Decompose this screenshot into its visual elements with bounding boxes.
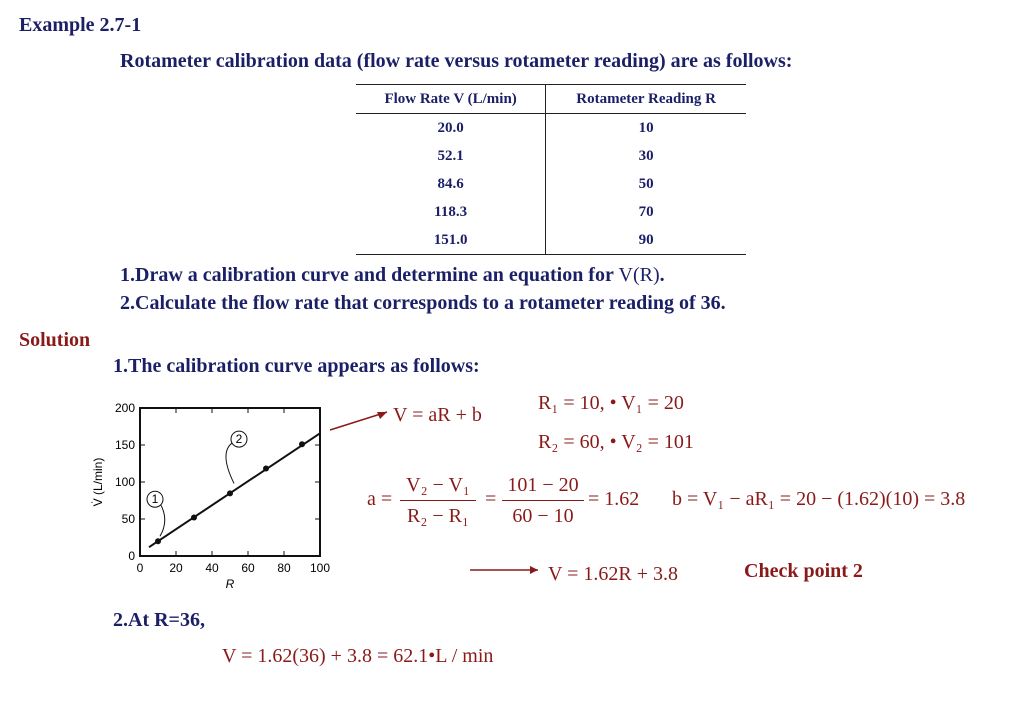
final-equation: V = 1.62R + 3.8 [548, 563, 678, 585]
cell-reading: 50 [638, 175, 654, 192]
data-point [263, 465, 269, 471]
cell-flow: 118.3 [356, 198, 546, 226]
slope-values-fraction-bar [502, 500, 584, 501]
col-header-reading: Rotameter Reading R [546, 85, 746, 114]
slope-lhs: a = [367, 488, 393, 510]
table-row [356, 198, 746, 226]
table-row [356, 170, 746, 198]
cell-flow: 52.1 [356, 142, 546, 170]
cell-reading: 30 [638, 147, 654, 164]
annotation-pointer [226, 443, 234, 483]
cell-flow: 151.0 [356, 226, 546, 255]
table-row [356, 142, 746, 170]
solution-step-1: 1.The calibration curve appears as follows: [113, 355, 480, 377]
table-header-row [356, 85, 746, 114]
cell-reading: 70 [638, 203, 654, 220]
annotation-label: 1 [151, 492, 159, 507]
cell-flow: 20.0 [356, 114, 546, 143]
y-tick-label: 50 [121, 512, 135, 526]
slope-numerator-values: 101 − 20 [507, 474, 579, 496]
fit-line [149, 433, 320, 547]
solution-heading: Solution [19, 329, 91, 351]
slope-equals: = [485, 488, 497, 510]
slope-result: = 1.62 [588, 488, 640, 510]
calibration-chart [85, 395, 335, 605]
problem-intro: Rotameter calibration data (flow rate versus rotameter reading) are as follows: [120, 50, 793, 72]
plot-border [140, 408, 320, 556]
x-tick-label: 20 [169, 561, 183, 575]
slope-denominator: R₂ − R₁ [407, 505, 469, 527]
arrow-to-final [468, 563, 548, 577]
slope-denominator-values: 60 − 10 [512, 505, 574, 527]
x-axis-label: R [225, 577, 235, 591]
point-1-equation: R₁ = 10, • V₁ = 20 [538, 392, 684, 414]
cell-reading: 90 [546, 226, 746, 255]
task-2: 2.Calculate the flow rate that corresponds to a rotameter reading of 36. [120, 292, 726, 314]
task-1-period: . [659, 264, 665, 286]
x-tick-label: 80 [277, 561, 291, 575]
data-point [191, 514, 197, 520]
cell-reading: 10 [638, 119, 654, 136]
model-equation: V = aR + b [393, 404, 482, 426]
x-tick-label: 0 [136, 561, 144, 575]
x-tick-label: 40 [205, 561, 219, 575]
chart-frame [140, 408, 320, 556]
solution-step-2: 2.At R=36, [113, 609, 205, 631]
y-axis-label: V̇ (L/min) [91, 457, 105, 507]
chart-annotations [147, 431, 247, 536]
arrow-to-model [325, 398, 395, 438]
table-row [356, 114, 746, 143]
task-1-equation: V(R) [618, 264, 660, 286]
intercept-equation: b = V₁ − aR₁ = 20 − (1.62)(10) = 3.8 [672, 488, 966, 510]
y-tick-label: 100 [114, 475, 135, 489]
chart-ticks [115, 401, 330, 575]
col-header-flow: Flow Rate V (L/min) [356, 85, 546, 114]
example-title: Example 2.7-1 [19, 14, 142, 36]
cell-flow: 84.6 [356, 170, 546, 198]
point-2-equation: R₂ = 60, • V₂ = 101 [538, 431, 694, 453]
step-2-equation: V = 1.62(36) + 3.8 = 62.1•L / min [222, 645, 494, 667]
table-row [356, 226, 746, 255]
task-1 [120, 264, 665, 287]
slope-numerator: V₂ − V₁ [406, 474, 470, 496]
annotation-pointer [160, 505, 165, 536]
check-point-label: Check point 2 [744, 560, 863, 582]
fit-line-segment [149, 433, 320, 547]
data-point [299, 441, 305, 447]
calibration-table [356, 84, 746, 255]
x-tick-label: 60 [241, 561, 255, 575]
slope-fraction-bar [400, 500, 476, 501]
task-1-text: 1.Draw a calibration curve and determine an equation for [120, 264, 614, 286]
y-tick-label: 0 [128, 549, 135, 563]
data-point [227, 490, 233, 496]
annotation-label: 2 [235, 432, 243, 447]
x-tick-label: 100 [309, 561, 331, 575]
y-tick-label: 150 [114, 438, 135, 452]
y-tick-label: 200 [114, 401, 135, 415]
data-point [155, 538, 161, 544]
